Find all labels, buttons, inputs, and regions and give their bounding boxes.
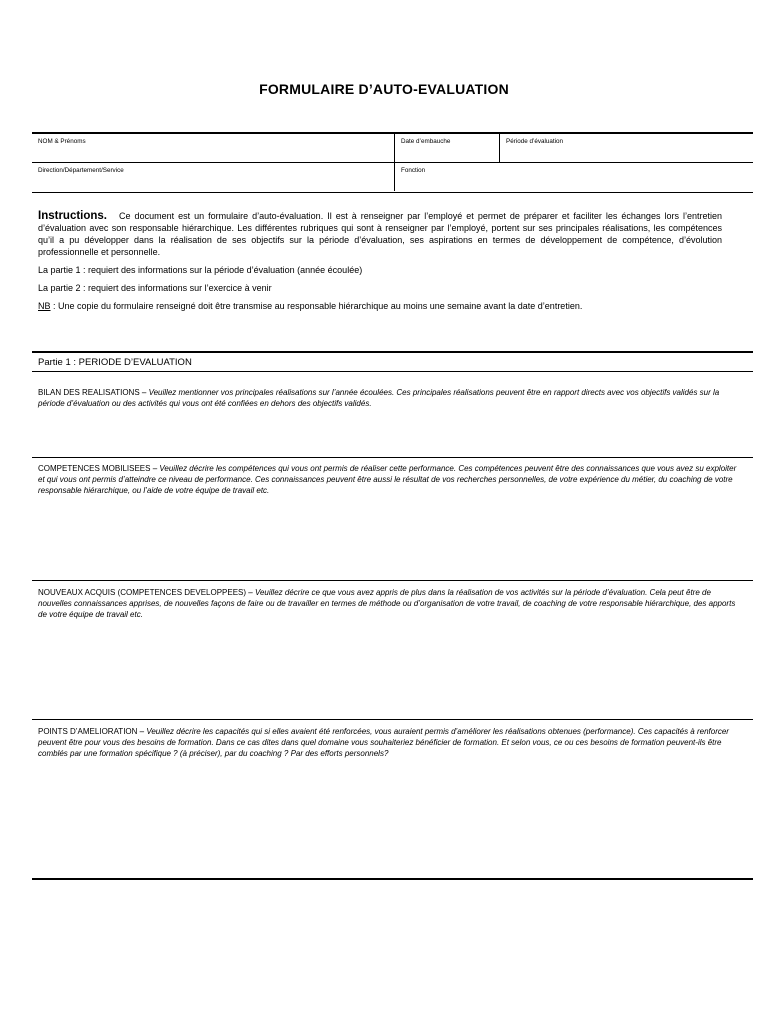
nb-text: : Une copie du formulaire renseigné doit être transmise au responsable hiérarchique au moins une semaine avant la date d’entretien. (50, 301, 583, 311)
section-label: POINTS D’AMELIORATION (38, 727, 138, 736)
section-label: BILAN DES REALISATIONS (38, 388, 140, 397)
divider (32, 371, 753, 372)
instructions-intro (38, 210, 722, 258)
section-label: NOUVEAUX ACQUIS (COMPETENCES DEVELOPPEES) (38, 588, 247, 597)
nb-label: NB (38, 301, 51, 311)
instructions-partie2: La partie 2 : requiert des informations sur l’exercice à venir (38, 283, 272, 293)
section-description: – Veuillez mentionner vos principales réalisations sur l’année écoulées. Ces principales réalisations peuvent être en rapport directs avec vos objectifs validés sur la période d’évaluation ou des activités qui vous ont été confiées en dehors des objectifs validés. (38, 388, 720, 408)
employee-info-table (32, 132, 753, 193)
divider (32, 719, 753, 720)
fonction-field[interactable] (394, 163, 753, 191)
periode-evaluation-label: Période d’évaluation (506, 138, 564, 145)
divider (32, 457, 753, 458)
info-row-1 (32, 134, 753, 163)
direction-label: Direction/Département/Service (38, 167, 124, 174)
section-points-amelioration[interactable] (38, 726, 740, 759)
section-label: COMPETENCES MOBILISEES (38, 464, 151, 473)
instructions-block (38, 210, 722, 318)
part1-title: Partie 1 : PERIODE D’EVALUATION (38, 357, 192, 368)
nom-prenoms-label: NOM & Prénoms (38, 138, 86, 145)
fonction-label: Fonction (401, 167, 426, 174)
info-row-2 (32, 163, 753, 191)
direction-field[interactable] (32, 163, 394, 191)
section-description: – Veuillez décrire ce que vous avez appris de plus dans la réalisation de vos activités sur la période d’évaluation. Cela peut être de nouvelles connaissances apprises, de nouvelles façons de faire ou de travailler en termes de méthode ou d’organisation de votre travail, de coaching de votre responsable hiérarchique, des apports de votre équipe de travail etc. (38, 588, 736, 619)
section-description: – Veuillez décrire les capacités qui si elles avaient été renforcées, vous auraient permis d’améliorer les réalisations obtenues (performance). Ces capacités à renforcer peuvent être pour vous des besoins de formation. Dans ce cas dites dans quel domaine vous souhaiteriez bénéficier de formation. Et selon vous, ce ou ces besoins de formation peuvent-ils être comblés par une formation spécifique ? (à préciser), par du coaching ? Par des efforts personnels? (38, 727, 729, 758)
periode-evaluation-field[interactable] (499, 134, 753, 162)
divider (32, 878, 753, 880)
instructions-text: Ce document est un formulaire d’auto-évaluation. Il est à renseigner par l’employé et permet de préparer et faciliter les échanges lors l’entretien d’évaluation avec son responsable hiérarchique. Les différentes rubriques qui sont à renseigner par l’employé, portent sur ses principales réalisations, les compétences qu’il a pu développer dans la réalisation de ses objectifs sur la période d’évaluation, ses aspirations en termes de développement de compétence, d’évolution professionnelle et personnelle. (38, 211, 722, 257)
divider (32, 351, 753, 353)
section-competences-mobilisees[interactable] (38, 463, 740, 496)
form-title: FORMULAIRE D’AUTO-EVALUATION (259, 81, 509, 97)
section-description: – Veuillez décrire les compétences qui vous ont permis de réaliser cette performance. Ces compétences peuvent être des connaissances que vous avez su exploiter et qui vous ont permis d’atteindre ce niveau de performance. Ces connaissances peuvent être aussi le résultat de vos recherches personnelles, de votre expérience du métier, du coaching de votre responsable hiérarchique, ou l’aide de votre équipe de travail etc. (38, 464, 737, 495)
nom-prenoms-field[interactable] (32, 134, 394, 162)
divider (32, 580, 753, 581)
section-bilan-realisations[interactable] (38, 387, 740, 409)
date-embauche-label: Date d’embauche (401, 138, 451, 145)
section-nouveaux-acquis[interactable] (38, 587, 740, 620)
instructions-heading: Instructions. (38, 210, 108, 222)
instructions-nb (38, 300, 722, 312)
date-embauche-field[interactable] (394, 134, 499, 162)
instructions-partie1: La partie 1 : requiert des informations sur la période d’évaluation (année écoulée) (38, 265, 363, 275)
